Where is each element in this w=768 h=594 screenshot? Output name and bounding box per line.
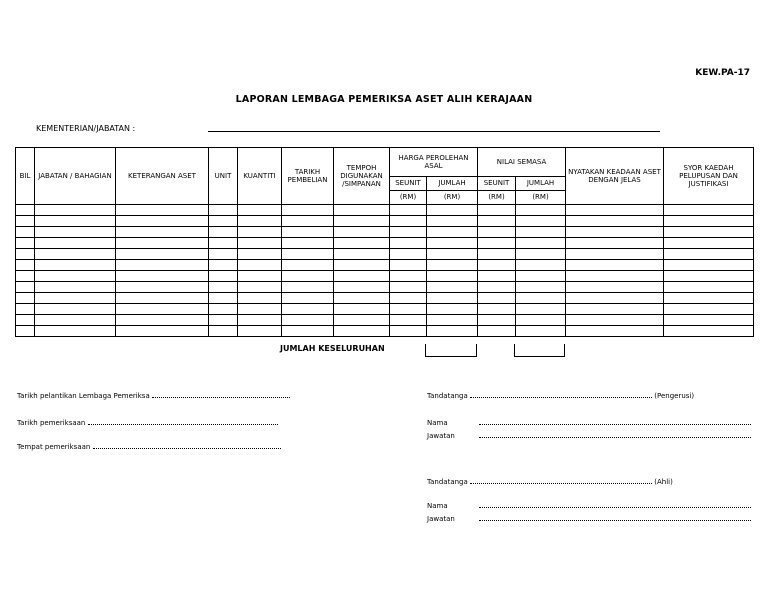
table-cell[interactable] — [566, 271, 664, 282]
table-cell[interactable] — [516, 271, 566, 282]
table-row — [16, 227, 754, 238]
table-row — [16, 216, 754, 227]
header-rm: (RM) — [516, 191, 566, 205]
table-cell[interactable] — [427, 205, 478, 216]
table-cell[interactable] — [282, 326, 334, 337]
table-cell[interactable] — [664, 271, 754, 282]
table-cell[interactable] — [478, 304, 516, 315]
pengerusi-label: (Pengerusi) — [654, 392, 695, 400]
table-cell[interactable] — [478, 271, 516, 282]
table-cell[interactable] — [35, 227, 116, 238]
table-cell[interactable] — [16, 260, 35, 271]
table-row — [16, 326, 754, 337]
table-cell[interactable] — [35, 271, 116, 282]
table-cell[interactable] — [209, 238, 238, 249]
total-harga-jumlah-cell[interactable] — [425, 344, 477, 357]
table-cell[interactable] — [566, 260, 664, 271]
table-cell[interactable] — [478, 326, 516, 337]
field-tarikh-pemeriksaan[interactable] — [17, 417, 278, 427]
jawatan-label: Jawatan — [427, 515, 455, 523]
table-cell[interactable] — [282, 238, 334, 249]
table-cell[interactable] — [334, 238, 390, 249]
tandatangan-label: Tandatanga — [427, 392, 468, 400]
tandatangan-line[interactable] — [470, 390, 652, 398]
table-cell[interactable] — [116, 216, 209, 227]
table-cell[interactable] — [516, 216, 566, 227]
header-jabatan: JABATAN / BAHAGIAN — [35, 148, 116, 205]
table-cell[interactable] — [238, 271, 282, 282]
table-cell[interactable] — [664, 238, 754, 249]
table-cell[interactable] — [209, 260, 238, 271]
table-cell[interactable] — [238, 304, 282, 315]
table-cell[interactable] — [334, 315, 390, 326]
table-cell[interactable] — [238, 216, 282, 227]
table-cell[interactable] — [334, 293, 390, 304]
table-cell[interactable] — [664, 249, 754, 260]
table-cell[interactable] — [238, 260, 282, 271]
table-cell[interactable] — [35, 282, 116, 293]
table-cell[interactable] — [566, 227, 664, 238]
table-cell[interactable] — [664, 216, 754, 227]
table-cell[interactable] — [209, 326, 238, 337]
tarikh-pemeriksaan-line[interactable] — [88, 417, 278, 425]
jawatan-label: Jawatan — [427, 432, 455, 440]
table-cell[interactable] — [427, 216, 478, 227]
table-cell[interactable] — [209, 249, 238, 260]
table-cell[interactable] — [516, 238, 566, 249]
table-row — [16, 238, 754, 249]
table-cell[interactable] — [209, 205, 238, 216]
table-cell[interactable] — [427, 293, 478, 304]
table-cell[interactable] — [116, 271, 209, 282]
sig-ahli-jawatan[interactable] — [427, 513, 751, 523]
sig-pengerusi-tandatangan[interactable] — [427, 390, 694, 400]
table-cell[interactable] — [116, 238, 209, 249]
table-cell[interactable] — [282, 293, 334, 304]
table-cell[interactable] — [390, 227, 427, 238]
table-cell[interactable] — [238, 249, 282, 260]
table-cell[interactable] — [35, 216, 116, 227]
sig-pengerusi-jawatan[interactable] — [427, 430, 751, 440]
table-row — [16, 249, 754, 260]
table-cell[interactable] — [390, 315, 427, 326]
nama-line[interactable] — [479, 500, 751, 508]
table-cell[interactable] — [238, 205, 282, 216]
table-cell[interactable] — [35, 238, 116, 249]
table-cell[interactable] — [390, 293, 427, 304]
table-cell[interactable] — [664, 326, 754, 337]
jawatan-line[interactable] — [479, 430, 751, 438]
header-keterangan-aset: KETERANGAN ASET — [116, 148, 209, 205]
table-cell[interactable] — [390, 271, 427, 282]
table-cell[interactable] — [16, 238, 35, 249]
table-cell[interactable] — [282, 227, 334, 238]
table-cell[interactable] — [35, 304, 116, 315]
table-cell[interactable] — [334, 260, 390, 271]
field-tempat-pemeriksaan[interactable] — [17, 441, 281, 451]
ministry-label: KEMENTERIAN/JABATAN : — [36, 124, 136, 133]
table-cell[interactable] — [334, 205, 390, 216]
header-rm: (RM) — [390, 191, 427, 205]
table-cell[interactable] — [566, 326, 664, 337]
table-cell[interactable] — [478, 238, 516, 249]
header-harga-perolehan: HARGA PEROLEHAN ASAL — [390, 148, 478, 177]
table-cell[interactable] — [334, 326, 390, 337]
form-code: KEW.PA-17 — [695, 68, 750, 78]
table-cell[interactable] — [116, 282, 209, 293]
table-cell[interactable] — [116, 260, 209, 271]
table-row — [16, 304, 754, 315]
table-cell[interactable] — [566, 249, 664, 260]
nama-line[interactable] — [479, 417, 751, 425]
nama-label: Nama — [427, 419, 448, 427]
table-cell[interactable] — [209, 271, 238, 282]
table-row — [16, 282, 754, 293]
table-cell[interactable] — [427, 271, 478, 282]
table-cell[interactable] — [566, 238, 664, 249]
table-row — [16, 260, 754, 271]
table-row — [16, 315, 754, 326]
table-cell[interactable] — [390, 205, 427, 216]
table-cell[interactable] — [427, 227, 478, 238]
table-cell[interactable] — [516, 293, 566, 304]
table-cell[interactable] — [282, 271, 334, 282]
table-cell[interactable] — [664, 282, 754, 293]
table-cell[interactable] — [16, 249, 35, 260]
table-cell[interactable] — [116, 315, 209, 326]
table-cell[interactable] — [516, 326, 566, 337]
table-cell[interactable] — [282, 216, 334, 227]
header-harga-jumlah: JUMLAH — [427, 177, 478, 191]
table-cell[interactable] — [478, 260, 516, 271]
table-cell[interactable] — [390, 216, 427, 227]
table-cell[interactable] — [16, 216, 35, 227]
table-cell[interactable] — [209, 304, 238, 315]
table-cell[interactable] — [478, 282, 516, 293]
table-cell[interactable] — [35, 249, 116, 260]
table-cell[interactable] — [35, 205, 116, 216]
table-cell[interactable] — [282, 205, 334, 216]
table-cell[interactable] — [334, 304, 390, 315]
table-cell[interactable] — [16, 304, 35, 315]
table-cell[interactable] — [282, 315, 334, 326]
table-cell[interactable] — [664, 227, 754, 238]
page-title: LAPORAN LEMBAGA PEMERIKSA ASET ALIH KERAJAAN — [235, 94, 533, 105]
table-cell[interactable] — [116, 227, 209, 238]
table-cell[interactable] — [16, 326, 35, 337]
table-cell[interactable] — [566, 304, 664, 315]
table-cell[interactable] — [35, 326, 116, 337]
tarikh-pelantikan-label: Tarikh pelantikan Lembaga Pemeriksa — [17, 392, 150, 400]
table-cell[interactable] — [478, 205, 516, 216]
table-cell[interactable] — [334, 271, 390, 282]
table-cell[interactable] — [478, 315, 516, 326]
ahli-label: (Ahli) — [654, 478, 673, 486]
table-cell[interactable] — [664, 205, 754, 216]
sig-ahli-tandatangan[interactable] — [427, 476, 673, 486]
table-cell[interactable] — [116, 304, 209, 315]
table-cell[interactable] — [209, 282, 238, 293]
table-row — [16, 293, 754, 304]
table-cell[interactable] — [664, 293, 754, 304]
table-cell[interactable] — [566, 293, 664, 304]
table-cell[interactable] — [334, 227, 390, 238]
table-cell[interactable] — [16, 227, 35, 238]
table-cell[interactable] — [238, 326, 282, 337]
total-label: JUMLAH KESELURUHAN — [280, 344, 385, 353]
table-cell[interactable] — [478, 227, 516, 238]
table-cell[interactable] — [516, 304, 566, 315]
table-cell[interactable] — [238, 238, 282, 249]
tandatangan-line[interactable] — [470, 476, 652, 484]
header-bil: BIL — [16, 148, 35, 205]
table-cell[interactable] — [282, 260, 334, 271]
header-kuantiti: KUANTITI — [238, 148, 282, 205]
table-cell[interactable] — [516, 282, 566, 293]
table-cell[interactable] — [35, 315, 116, 326]
table-cell[interactable] — [16, 205, 35, 216]
table-cell[interactable] — [427, 326, 478, 337]
asset-table — [15, 147, 754, 337]
table-row — [16, 271, 754, 282]
header-nilai-seunit: SEUNIT — [478, 177, 516, 191]
table-cell[interactable] — [390, 260, 427, 271]
table-cell[interactable] — [427, 249, 478, 260]
table-cell[interactable] — [390, 282, 427, 293]
table-cell[interactable] — [282, 304, 334, 315]
table-cell[interactable] — [238, 227, 282, 238]
header-nilai-jumlah: JUMLAH — [516, 177, 566, 191]
nama-label: Nama — [427, 502, 448, 510]
table-cell[interactable] — [16, 271, 35, 282]
header-keadaan-aset: NYATAKAN KEADAAN ASET DENGAN JELAS — [566, 148, 664, 205]
table-cell[interactable] — [566, 282, 664, 293]
table-cell[interactable] — [16, 315, 35, 326]
table-cell[interactable] — [209, 315, 238, 326]
sig-pengerusi-nama[interactable] — [427, 417, 751, 427]
sig-ahli-nama[interactable] — [427, 500, 751, 510]
header-harga-seunit: SEUNIT — [390, 177, 427, 191]
table-cell[interactable] — [16, 282, 35, 293]
table-cell[interactable] — [116, 205, 209, 216]
header-syor-kaedah: SYOR KAEDAH PELUPUSAN DAN JUSTIFIKASI — [664, 148, 754, 205]
table-cell[interactable] — [427, 304, 478, 315]
table-cell[interactable] — [35, 293, 116, 304]
tempat-pemeriksaan-label: Tempat pemeriksaan — [17, 443, 91, 451]
table-cell[interactable] — [238, 315, 282, 326]
table-cell[interactable] — [516, 315, 566, 326]
header-nilai-semasa: NILAI SEMASA — [478, 148, 566, 177]
table-cell[interactable] — [238, 293, 282, 304]
tarikh-pelantikan-line[interactable] — [152, 390, 290, 398]
table-cell[interactable] — [334, 216, 390, 227]
table-cell[interactable] — [16, 293, 35, 304]
table-cell[interactable] — [209, 227, 238, 238]
table-cell[interactable] — [390, 238, 427, 249]
table-cell[interactable] — [566, 216, 664, 227]
table-cell[interactable] — [664, 315, 754, 326]
table-cell[interactable] — [282, 249, 334, 260]
table-cell[interactable] — [282, 282, 334, 293]
header-unit: UNIT — [209, 148, 238, 205]
table-cell[interactable] — [209, 293, 238, 304]
header-rm: (RM) — [427, 191, 478, 205]
table-cell[interactable] — [116, 293, 209, 304]
table-cell[interactable] — [664, 260, 754, 271]
table-cell[interactable] — [116, 326, 209, 337]
table-cell[interactable] — [390, 304, 427, 315]
table-cell[interactable] — [427, 260, 478, 271]
table-cell[interactable] — [478, 216, 516, 227]
jawatan-line[interactable] — [479, 513, 751, 521]
table-cell[interactable] — [209, 216, 238, 227]
table-cell[interactable] — [516, 249, 566, 260]
field-tarikh-pelantikan[interactable] — [17, 390, 290, 400]
total-nilai-jumlah-cell[interactable] — [514, 344, 565, 357]
header-rm: (RM) — [478, 191, 516, 205]
tarikh-pemeriksaan-label: Tarikh pemeriksaan — [17, 419, 86, 427]
table-cell[interactable] — [664, 304, 754, 315]
header-tempoh: TEMPOH DIGUNAKAN /SIMPANAN — [334, 148, 390, 205]
table-cell[interactable] — [516, 227, 566, 238]
table-cell[interactable] — [116, 249, 209, 260]
tempat-pemeriksaan-line[interactable] — [93, 441, 281, 449]
table-cell[interactable] — [427, 315, 478, 326]
table-cell[interactable] — [516, 205, 566, 216]
table-cell[interactable] — [427, 238, 478, 249]
table-row — [16, 205, 754, 216]
header-tarikh-pembelian: TARIKH PEMBELIAN — [282, 148, 334, 205]
table-cell[interactable] — [478, 293, 516, 304]
table-cell[interactable] — [427, 282, 478, 293]
table-cell[interactable] — [390, 249, 427, 260]
table-cell[interactable] — [390, 326, 427, 337]
ministry-input-line[interactable] — [208, 131, 660, 132]
table-cell[interactable] — [334, 249, 390, 260]
table-cell[interactable] — [566, 205, 664, 216]
table-cell[interactable] — [516, 260, 566, 271]
table-cell[interactable] — [35, 260, 116, 271]
table-cell[interactable] — [478, 249, 516, 260]
tandatangan-label: Tandatanga — [427, 478, 468, 486]
table-cell[interactable] — [334, 282, 390, 293]
table-cell[interactable] — [566, 315, 664, 326]
table-cell[interactable] — [238, 282, 282, 293]
